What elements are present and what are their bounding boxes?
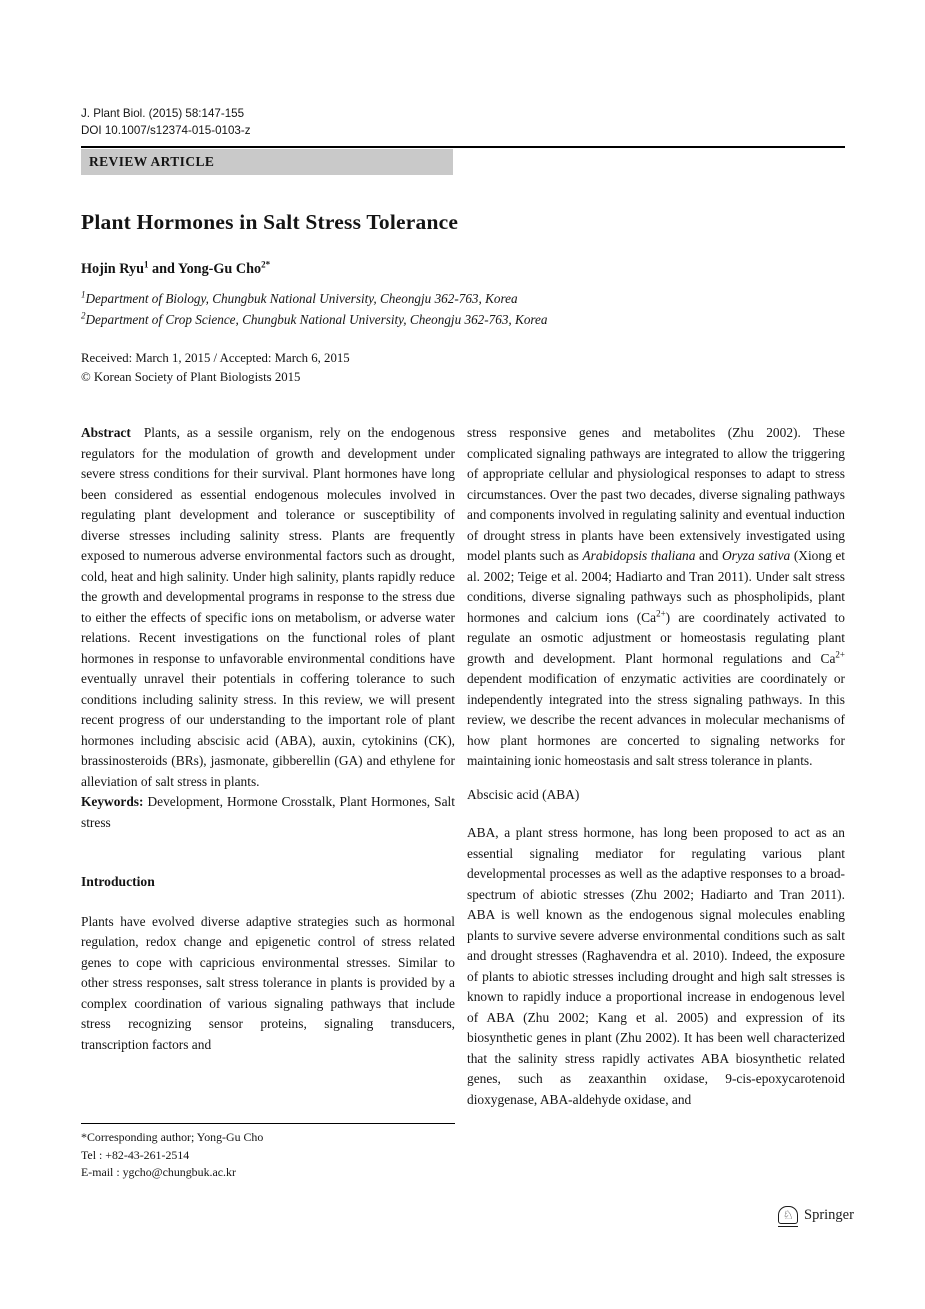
header-rule [81, 146, 845, 148]
left-column [81, 423, 455, 1055]
article-type-label: REVIEW ARTICLE [89, 154, 215, 169]
authors-line: Hojin Ryu$^1$ and Yong-Gu Cho$^{2*}$ [81, 259, 271, 277]
keywords-label: Keywords: [81, 794, 144, 809]
copyright-line: © Korean Society of Plant Biologists 2015 [81, 369, 301, 384]
section-heading-introduction: Introduction [81, 874, 155, 889]
affiliation-2: $^2$Department of Crop Science, Chungbuk National University, Cheongju 362-763, Korea [81, 310, 548, 327]
introduction-paragraph: Plants have evolved diverse adaptive strategies such as hormonal regulation, redox change and epigenetic control of stress related genes to cope with capricious environmental stresses. Similar to other stress responses, salt stress tolerance in plants is provided by a complex coordination of various signaling pathways that include stress recognizing sensor proteins, signaling transducers, transcription factors and [81, 913, 455, 1052]
abstract-text: Plants, as a sessile organism, rely on the endogenous regulators for the modulation of growth and development under severe stress conditions for their survival. Plant hormones have long been considered as essential endogenous molecules involved in regulating plant development and tolerance or susceptibility of diverse stresses including salinity stress. Plants are frequently exposed to numerous adverse environmental factors such as drought, cold, heat and high salinity. Under high salinity, plants rapidly reduce the growth and developmental programs in response to the stress due to either the effects of specific ions on metabolism, or adverse water relations. Recent investigations on the functional roles of plant hormones in response to unfavorable environmental conditions have eventually unravel their potentials in coffering tolerance to such conditions including salinity stress. In this review, we will present recent progress of our understanding to the important role of plant hormones including abscisic acid (ABA), auxin, cytokinins (CK), brassinosteroids (BRs), jasmonate, gibberellin (GA) and ethylene for alleviation of salt stress in plants. [81, 425, 455, 789]
journal-header [81, 106, 251, 139]
affiliations [81, 288, 548, 330]
tel-line: Tel : +82-43-261-2514 [81, 1147, 190, 1162]
page-title: Plant Hormones in Salt Stress Tolerance [81, 210, 459, 234]
springer-knight-icon: ♘ [778, 1206, 798, 1224]
email-line: E-mail : ygcho@chungbuk.ac.kr [81, 1165, 236, 1179]
affiliation-1: $^1$Department of Biology, Chungbuk National University, Cheongju 362-763, Korea [81, 289, 518, 306]
publisher-logo [778, 1206, 854, 1224]
journal-citation-line: J. Plant Biol. (2015) 58:147-155 [81, 107, 245, 120]
received-accepted-line: Received: March 1, 2015 / Accepted: March 6, 2015 [81, 351, 350, 365]
keywords-block [81, 792, 455, 833]
article-meta [81, 349, 350, 386]
doi-line: DOI 10.1007/s12374-015-0103-z [81, 123, 251, 137]
publisher-name: Springer [804, 1206, 854, 1223]
article-type-banner [81, 149, 453, 175]
aba-paragraph: ABA, a plant stress hormone, has long been proposed to act as an essential signaling mediator for regulating various plant developmental processes as well as the adaptive responses to a broad-spectrum of abiotic stresses (Zhu 2002; Hadiarto and Tran 2011). ABA is well known as the endogenous signal molecules enabling plants to survive severe adverse environmental conditions such as salt and drought stresses (Raghavendra et al. 2010). Indeed, the exposure of plants to abiotic stresses including drought and high salt stresses is known to rapidly induce a proportional increase in endogenous level of ABA (Zhu 2002; Kang et al. 2005) and expression of its biosynthetic genes in plant (Zhu 2002). It has been well characterized that the salinity stress rapidly activates ABA biosynthetic related genes, such as zeaxanthin oxidase, 9-cis-epoxycarotenoid dioxygenase, ABA-aldehyde oxidase, and [467, 825, 845, 1107]
introduction-continued-paragraph: stress responsive genes and metabolites (Zhu 2002). These complicated signaling pathways are integrated to allow the triggering of appropriate cellular and physiological responses to adapt to stress circumstances. Over the past two decades, diverse signaling pathways and components involved in regulating salinity and eventual induction of drought stress in plants have been extensively investigated using model plants such as Arabidopsis thaliana and Oryza sativa (Xiong et al. 2002; Teige et al. 2004; Hadiarto and Tran 2011). Under salt stress conditions, diverse signaling pathways such as phospholipids, plant hormones and calcium ions $(Ca^{2+})$ are coordinately activated to regulate an osmotic adjustment or homeostasis regulating plant growth and development. Plant hormonal regulations and $Ca^{2+}$ dependent modification of enzymatic activities are coordinately or independently integrated into the stress signaling pathways. In this review, we describe the recent advances in molecular mechanisms of how plant hormones are concerted to signaling networks for maintaining ionic homeostasis and salt stress tolerance in plants. [467, 425, 846, 768]
corresponding-author-footnote [81, 1123, 455, 1182]
section-heading-abscisic-acid: Abscisic acid (ABA) [467, 786, 580, 802]
abstract-paragraph [81, 423, 455, 792]
right-column [467, 423, 845, 1110]
keywords-text: Development, Hormone Crosstalk, Plant Hormones, Salt stress [81, 794, 455, 830]
corresponding-author-line: *Corresponding author; Yong-Gu Cho [81, 1130, 264, 1144]
abstract-label: Abstract [81, 425, 131, 440]
